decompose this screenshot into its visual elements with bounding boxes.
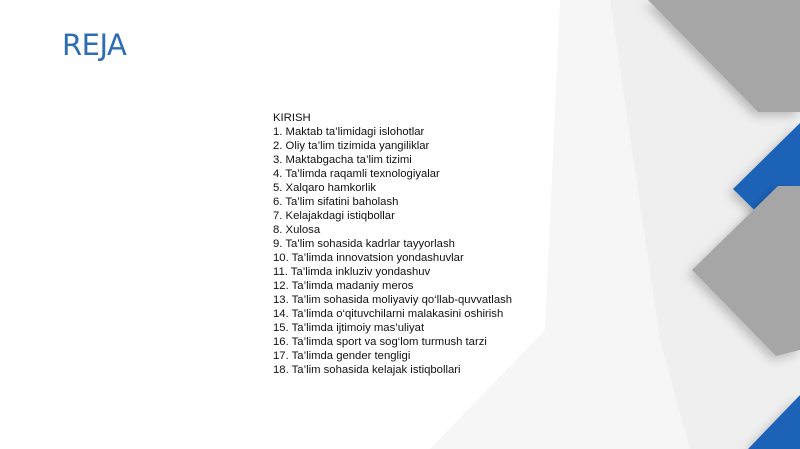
agenda-item: 18. Ta’lim sohasida kelajak istiqbollari xyxy=(273,364,461,376)
agenda-item: 15. Ta’limda ijtimoiy mas’uliyat xyxy=(273,322,425,334)
agenda-item: 11. Ta’limda inkluziv yondashuv xyxy=(273,266,431,278)
agenda-item: 12. Ta’limda madaniy meros xyxy=(273,280,414,292)
agenda-item: 3. Maktabgacha ta’lim tizimi xyxy=(273,154,412,166)
slide-title: REJA xyxy=(62,28,127,62)
agenda-item: 16. Ta’limda sport va sog‘lom turmush tarzi xyxy=(273,336,487,348)
agenda-item: 2. Oliy ta’lim tizimida yangiliklar xyxy=(273,140,430,152)
agenda-item: 9. Ta’lim sohasida kadrlar tayyorlash xyxy=(273,238,455,250)
agenda-item: 13. Ta’lim sohasida moliyaviy qo‘llab-quvvatlash xyxy=(273,294,513,306)
agenda-item: 17. Ta’limda gender tengligi xyxy=(273,350,411,362)
agenda-list xyxy=(273,111,512,377)
agenda-item: 7. Kelajakdagi istiqbollar xyxy=(273,210,395,222)
agenda-item: 10. Ta’limda innovatsion yondashuvlar xyxy=(273,252,464,264)
agenda-item: 8. Xulosa xyxy=(273,224,321,236)
agenda-item: 1. Maktab ta’limidagi islohotlar xyxy=(273,126,425,138)
agenda-item: 5. Xalqaro hamkorlik xyxy=(273,182,376,194)
agenda-item: 4. Ta’limda raqamli texnologiyalar xyxy=(273,168,440,180)
agenda-item: 6. Ta’lim sifatini baholash xyxy=(273,196,399,208)
agenda-intro: KIRISH xyxy=(273,112,311,124)
agenda-item: 14. Ta’limda o‘qituvchilarni malakasini oshirish xyxy=(273,308,504,320)
